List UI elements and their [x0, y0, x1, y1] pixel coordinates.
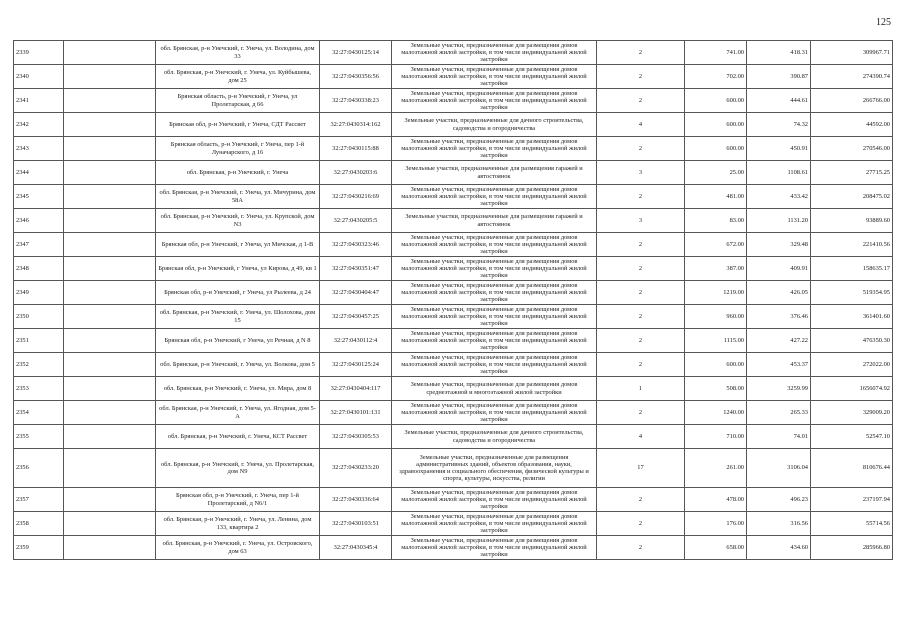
address-cell: Брянская область, р-н Унечский, г Унеча, пер 1-й Луначарского, д 16 [156, 137, 320, 161]
use-group-cell: 2 [597, 185, 685, 209]
area-cell: 176.00 [685, 512, 747, 536]
blank-cell-cell [64, 305, 156, 329]
permitted-use-cell: Земельные участки, предназначенные для размещения домов малоэтажной жилой застройки, в том числе индивидуальной жилой застройки [392, 137, 597, 161]
page-number: 125 [876, 17, 891, 28]
specific-value-cell: 496.23 [747, 488, 811, 512]
row-number-cell: 2340 [14, 65, 64, 89]
specific-value-cell: 265.33 [747, 401, 811, 425]
specific-value-cell: 3259.99 [747, 377, 811, 401]
cadastral-value-cell: 237197.94 [811, 488, 893, 512]
table-row [14, 329, 893, 353]
blank-cell-cell [64, 257, 156, 281]
blank-cell-cell [64, 41, 156, 65]
specific-value-cell: 1108.61 [747, 161, 811, 185]
blank-cell-cell [64, 185, 156, 209]
table-row [14, 353, 893, 377]
row-number-cell: 2342 [14, 113, 64, 137]
table-row [14, 401, 893, 425]
row-number-cell: 2344 [14, 161, 64, 185]
area-cell: 508.00 [685, 377, 747, 401]
blank-cell-cell [64, 425, 156, 449]
address-cell: обл. Брянская, р-н Унечский, г. Унеча, ул. Крупской, дом N3 [156, 209, 320, 233]
blank-cell-cell [64, 113, 156, 137]
table-row [14, 449, 893, 488]
blank-cell-cell [64, 233, 156, 257]
blank-cell-cell [64, 512, 156, 536]
area-cell: 600.00 [685, 89, 747, 113]
cadastral-value-cell: 329009.20 [811, 401, 893, 425]
area-cell: 741.00 [685, 41, 747, 65]
use-group-cell: 2 [597, 41, 685, 65]
cadastral-number-cell: 32:27:0430203:6 [320, 161, 392, 185]
row-number-cell: 2346 [14, 209, 64, 233]
area-cell: 658.00 [685, 536, 747, 560]
row-number-cell: 2347 [14, 233, 64, 257]
blank-cell-cell [64, 161, 156, 185]
specific-value-cell: 426.05 [747, 281, 811, 305]
permitted-use-cell: Земельные участки, предназначенные для размещения домов малоэтажной жилой застройки, в том числе индивидуальной жилой застройки [392, 353, 597, 377]
blank-cell-cell [64, 401, 156, 425]
blank-cell-cell [64, 89, 156, 113]
row-number-cell: 2353 [14, 377, 64, 401]
use-group-cell: 2 [597, 401, 685, 425]
cadastral-number-cell: 32:27:0430103:51 [320, 512, 392, 536]
permitted-use-cell: Земельные участки, предназначенные для размещения домов малоэтажной жилой застройки, в том числе индивидуальной жилой застройки [392, 65, 597, 89]
area-cell: 1219.00 [685, 281, 747, 305]
permitted-use-cell: Земельные участки, предназначенные для размещения домов малоэтажной жилой застройки, в том числе индивидуальной жилой застройки [392, 305, 597, 329]
cadastral-number-cell: 32:27:0430125:24 [320, 353, 392, 377]
use-group-cell: 2 [597, 329, 685, 353]
specific-value-cell: 450.91 [747, 137, 811, 161]
blank-cell-cell [64, 536, 156, 560]
cadastral-value-cell: 208475.02 [811, 185, 893, 209]
specific-value-cell: 427.22 [747, 329, 811, 353]
cadastral-number-cell: 32:27:0430345:4 [320, 536, 392, 560]
area-cell: 25.00 [685, 161, 747, 185]
blank-cell-cell [64, 281, 156, 305]
row-number-cell: 2343 [14, 137, 64, 161]
specific-value-cell: 329.48 [747, 233, 811, 257]
address-cell: обл. Брянская, р-н Унечский, г. Унеча, ул. Мичурина, дом 58А [156, 185, 320, 209]
cadastral-value-cell: 274390.74 [811, 65, 893, 89]
permitted-use-cell: Земельные участки, предназначенные для размещения домов малоэтажной жилой застройки, в том числе индивидуальной жилой застройки [392, 281, 597, 305]
table-row [14, 113, 893, 137]
table-row [14, 536, 893, 560]
use-group-cell: 3 [597, 209, 685, 233]
area-cell: 83.00 [685, 209, 747, 233]
area-cell: 387.00 [685, 257, 747, 281]
address-cell: обл. Брянская, р-н Унечский, г. Унеча, ул. Волкова, дом 5 [156, 353, 320, 377]
cadastral-value-cell: 44592.00 [811, 113, 893, 137]
cadastral-value-cell: 810676.44 [811, 449, 893, 488]
table-row [14, 377, 893, 401]
cadastral-value-cell: 55714.56 [811, 512, 893, 536]
area-cell: 478.00 [685, 488, 747, 512]
table-row [14, 281, 893, 305]
use-group-cell: 2 [597, 512, 685, 536]
address-cell: обл. Брянская, р-н Унечский, г. Унеча, ул. Мира, дом 8 [156, 377, 320, 401]
area-cell: 600.00 [685, 113, 747, 137]
row-number-cell: 2359 [14, 536, 64, 560]
specific-value-cell: 453.37 [747, 353, 811, 377]
address-cell: обл. Брянская, р-н Унечский, г. Унеча, ул. Ленина, дом 133, квартира 2 [156, 512, 320, 536]
area-cell: 1240.00 [685, 401, 747, 425]
area-cell: 1115.00 [685, 329, 747, 353]
address-cell: Брянская обл, р-н Унечский, г Унеча, ул Мичская, д 1-В [156, 233, 320, 257]
row-number-cell: 2356 [14, 449, 64, 488]
blank-cell-cell [64, 209, 156, 233]
cadastral-number-cell: 32:27:0430404:47 [320, 281, 392, 305]
row-number-cell: 2357 [14, 488, 64, 512]
area-cell: 481.00 [685, 185, 747, 209]
land-plot-table [13, 40, 893, 560]
permitted-use-cell: Земельные участки, предназначенные для размещения домов малоэтажной жилой застройки, в том числе индивидуальной жилой застройки [392, 41, 597, 65]
specific-value-cell: 74.01 [747, 425, 811, 449]
address-cell: обл. Брянская, р-н Унечский, г. Унеча [156, 161, 320, 185]
permitted-use-cell: Земельные участки, предназначенные для размещения домов малоэтажной жилой застройки, в том числе индивидуальной жилой застройки [392, 329, 597, 353]
blank-cell-cell [64, 329, 156, 353]
use-group-cell: 2 [597, 257, 685, 281]
permitted-use-cell: Земельные участки, предназначенные для размещения домов малоэтажной жилой застройки, в том числе индивидуальной жилой застройки [392, 257, 597, 281]
area-cell: 960.00 [685, 305, 747, 329]
area-cell: 710.00 [685, 425, 747, 449]
use-group-cell: 17 [597, 449, 685, 488]
permitted-use-cell: Земельные участки, предназначенные для размещения домов малоэтажной жилой застройки, в том числе индивидуальной жилой застройки [392, 233, 597, 257]
row-number-cell: 2351 [14, 329, 64, 353]
cadastral-value-cell: 27715.25 [811, 161, 893, 185]
cadastral-value-cell: 93889.60 [811, 209, 893, 233]
area-cell: 600.00 [685, 353, 747, 377]
address-cell: обл. Брянская, р-н Унечский, г. Унеча, ул. Пролетарская, дом N9 [156, 449, 320, 488]
address-cell: обл. Брянская, р-н Унечский, г. Унеча, КСТ Рассвет [156, 425, 320, 449]
blank-cell-cell [64, 353, 156, 377]
cadastral-number-cell: 32:27:0430216:69 [320, 185, 392, 209]
specific-value-cell: 418.31 [747, 41, 811, 65]
specific-value-cell: 1131.20 [747, 209, 811, 233]
use-group-cell: 4 [597, 113, 685, 137]
permitted-use-cell: Земельные участки, предназначенные для размещения домов малоэтажной жилой застройки, в том числе индивидуальной жилой застройки [392, 401, 597, 425]
cadastral-number-cell: 32:27:0430336:64 [320, 488, 392, 512]
permitted-use-cell: Земельные участки, предназначенные для размещения домов малоэтажной жилой застройки, в том числе индивидуальной жилой застройки [392, 536, 597, 560]
address-cell: Брянская обл, р-н Унечский, г Унеча, СДТ Рассвет [156, 113, 320, 137]
area-cell: 600.00 [685, 137, 747, 161]
table-row [14, 137, 893, 161]
address-cell: обл. Брянская, р-н Унечский, г. Унеча, ул. Островского, дом 63 [156, 536, 320, 560]
specific-value-cell: 433.42 [747, 185, 811, 209]
use-group-cell: 2 [597, 353, 685, 377]
blank-cell-cell [64, 65, 156, 89]
row-number-cell: 2349 [14, 281, 64, 305]
blank-cell-cell [64, 377, 156, 401]
cadastral-value-cell: 361401.60 [811, 305, 893, 329]
cadastral-value-cell: 285966.80 [811, 536, 893, 560]
cadastral-number-cell: 32:27:0430356:56 [320, 65, 392, 89]
use-group-cell: 3 [597, 161, 685, 185]
area-cell: 702.00 [685, 65, 747, 89]
table-row [14, 41, 893, 65]
table-row [14, 305, 893, 329]
row-number-cell: 2339 [14, 41, 64, 65]
specific-value-cell: 3106.04 [747, 449, 811, 488]
cadastral-value-cell: 1656074.92 [811, 377, 893, 401]
use-group-cell: 2 [597, 536, 685, 560]
cadastral-number-cell: 32:27:0430323:46 [320, 233, 392, 257]
blank-cell-cell [64, 449, 156, 488]
cadastral-value-cell: 266766.00 [811, 89, 893, 113]
use-group-cell: 2 [597, 233, 685, 257]
table-row [14, 185, 893, 209]
cadastral-number-cell: 32:27:0430305:53 [320, 425, 392, 449]
specific-value-cell: 74.32 [747, 113, 811, 137]
use-group-cell: 2 [597, 89, 685, 113]
table-row [14, 161, 893, 185]
cadastral-number-cell: 32:27:0430338:23 [320, 89, 392, 113]
cadastral-value-cell: 309967.71 [811, 41, 893, 65]
row-number-cell: 2345 [14, 185, 64, 209]
row-number-cell: 2350 [14, 305, 64, 329]
table-row [14, 209, 893, 233]
specific-value-cell: 409.91 [747, 257, 811, 281]
permitted-use-cell: Земельные участки, предназначенные для размещения домов малоэтажной жилой застройки, в том числе индивидуальной жилой застройки [392, 488, 597, 512]
address-cell: Брянская обл, р-н Унечский, г. Унеча, пер 1-й Пролетарский, д N6/1 [156, 488, 320, 512]
cadastral-value-cell: 272022.00 [811, 353, 893, 377]
permitted-use-cell: Земельные участки, предназначенные для размещения административных зданий, объектов образования, науки, здравоохранения и социального обеспечения, физической культуры и спорта, культуры, искусства, религии [392, 449, 597, 488]
row-number-cell: 2348 [14, 257, 64, 281]
address-cell: обл. Брянская, р-н Унечский, г. Унеча, ул. Володина, дом 33 [156, 41, 320, 65]
row-number-cell: 2355 [14, 425, 64, 449]
use-group-cell: 4 [597, 425, 685, 449]
permitted-use-cell: Земельные участки, предназначенные для размещения домов малоэтажной жилой застройки, в том числе индивидуальной жилой застройки [392, 512, 597, 536]
area-cell: 672.00 [685, 233, 747, 257]
use-group-cell: 2 [597, 65, 685, 89]
specific-value-cell: 434.60 [747, 536, 811, 560]
permitted-use-cell: Земельные участки, предназначенные для размещения гаражей и автостоянок [392, 161, 597, 185]
cadastral-number-cell: 32:27:0430457:25 [320, 305, 392, 329]
specific-value-cell: 390.87 [747, 65, 811, 89]
cadastral-value-cell: 476350.30 [811, 329, 893, 353]
permitted-use-cell: Земельные участки, предназначенные для размещения домов среднеэтажной и многоэтажной жилой застройки [392, 377, 597, 401]
address-cell: обл. Брянская, р-н Унечский, г. Унеча, ул. Куйбышева, дом 25 [156, 65, 320, 89]
cadastral-number-cell: 32:27:0430314:162 [320, 113, 392, 137]
cadastral-value-cell: 270546.00 [811, 137, 893, 161]
use-group-cell: 2 [597, 305, 685, 329]
table-row [14, 233, 893, 257]
address-cell: обл. Брянская, р-н Унечский, г. Унеча, ул. Шолохова, дом 15 [156, 305, 320, 329]
specific-value-cell: 316.56 [747, 512, 811, 536]
table-row [14, 257, 893, 281]
cadastral-number-cell: 32:27:0430112:4 [320, 329, 392, 353]
permitted-use-cell: Земельные участки, предназначенные для размещения домов малоэтажной жилой застройки, в том числе индивидуальной жилой застройки [392, 89, 597, 113]
table-row [14, 488, 893, 512]
table-row [14, 89, 893, 113]
row-number-cell: 2352 [14, 353, 64, 377]
row-number-cell: 2358 [14, 512, 64, 536]
cadastral-value-cell: 221410.56 [811, 233, 893, 257]
cadastral-number-cell: 32:27:0430101:131 [320, 401, 392, 425]
cadastral-value-cell: 52547.10 [811, 425, 893, 449]
address-cell: Брянская область, р-н Унечский, г Унеча, ул Пролетарская, д 66 [156, 89, 320, 113]
cadastral-number-cell: 32:27:0430115:88 [320, 137, 392, 161]
table-row [14, 425, 893, 449]
permitted-use-cell: Земельные участки, предназначенные для размещения гаражей и автостоянок [392, 209, 597, 233]
blank-cell-cell [64, 488, 156, 512]
blank-cell-cell [64, 137, 156, 161]
use-group-cell: 2 [597, 137, 685, 161]
row-number-cell: 2341 [14, 89, 64, 113]
permitted-use-cell: Земельные участки, предназначенные для дачного строительства, садоводства и огородничества [392, 425, 597, 449]
address-cell: обл. Брянская, р-н Унечский, г. Унеча, ул. Ягодная, дом 5-А [156, 401, 320, 425]
use-group-cell: 2 [597, 281, 685, 305]
table-row [14, 65, 893, 89]
permitted-use-cell: Земельные участки, предназначенные для размещения домов малоэтажной жилой застройки, в том числе индивидуальной жилой застройки [392, 185, 597, 209]
cadastral-value-cell: 158635.17 [811, 257, 893, 281]
table-body [14, 41, 893, 560]
area-cell: 261.00 [685, 449, 747, 488]
cadastral-number-cell: 32:27:0430404:117 [320, 377, 392, 401]
specific-value-cell: 376.46 [747, 305, 811, 329]
permitted-use-cell: Земельные участки, предназначенные для дачного строительства, садоводства и огородничества [392, 113, 597, 137]
row-number-cell: 2354 [14, 401, 64, 425]
address-cell: Брянская обл, р-н Унечский, г Унеча, ул Кирова, д 49, кв 1 [156, 257, 320, 281]
cadastral-number-cell: 32:27:0430125:14 [320, 41, 392, 65]
cadastral-number-cell: 32:27:0430205:5 [320, 209, 392, 233]
address-cell: Брянская обл, р-н Унечский, г Унеча, ул Речная, д N 8 [156, 329, 320, 353]
cadastral-value-cell: 519354.95 [811, 281, 893, 305]
use-group-cell: 1 [597, 377, 685, 401]
cadastral-number-cell: 32:27:0430351:47 [320, 257, 392, 281]
table-row [14, 512, 893, 536]
address-cell: Брянская обл, р-н Унечский, г Унеча, ул Рылеева, д 24 [156, 281, 320, 305]
use-group-cell: 2 [597, 488, 685, 512]
cadastral-number-cell: 32:27:0430233:20 [320, 449, 392, 488]
specific-value-cell: 444.61 [747, 89, 811, 113]
